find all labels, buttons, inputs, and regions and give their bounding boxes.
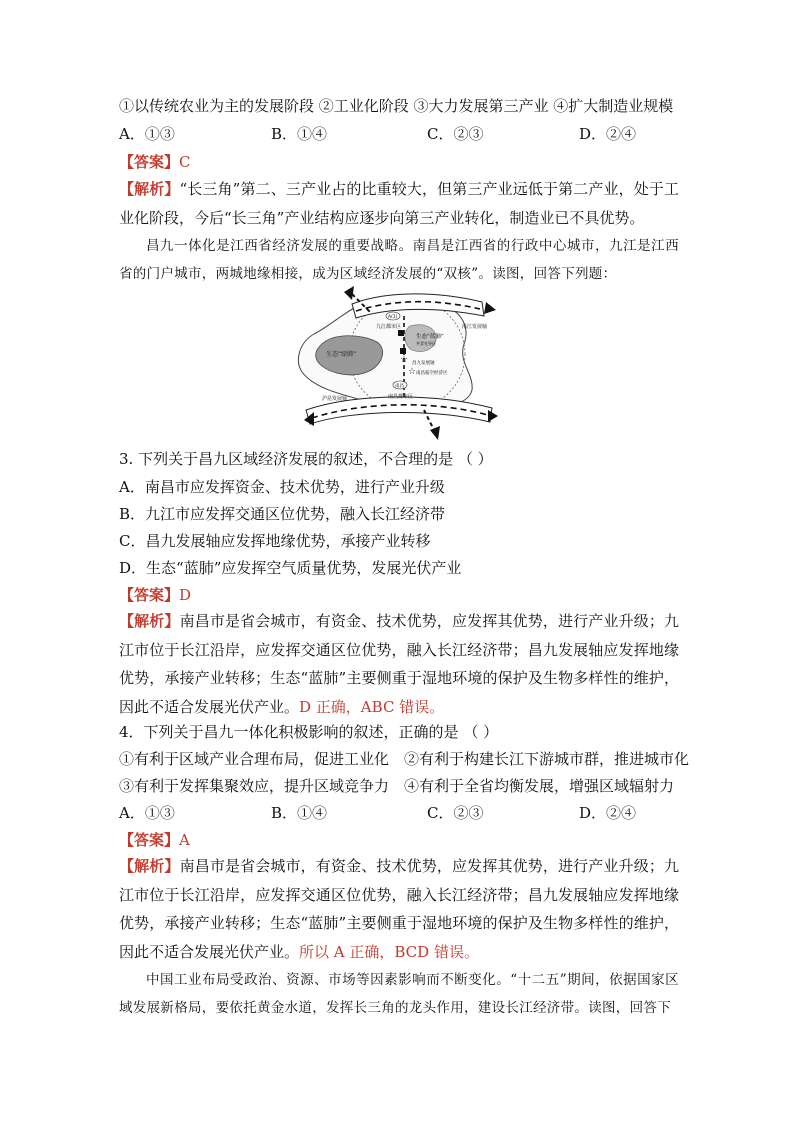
map-label-b: 南昌 [395,384,404,389]
jiujiang-city-marker [398,330,404,336]
map-label-nanchang: 南昌都市区 [388,394,414,400]
passage-intro-industry: 中国工业布局受政治、资源、市场等因素影响而不断变化。“十二五”期间，依据国家区域发展新格局，要依托黄金水道，发挥长三角的龙头作用，建设长江经济带。读图，回答下 [119,972,679,1016]
q4-choice-c: C．②③ [427,804,484,822]
q3-option-d: D．生态“蓝肺”应发挥空气质量优势，发展光伏产业 [119,559,462,577]
q4-choice-a: A．①③ [119,804,175,822]
map-label-changjiu-axis: 昌九发展轴 [412,361,435,366]
map-label-a: A(1) [388,315,398,320]
q3-analysis [119,607,679,721]
q4-items-2: ③有利于发挥集聚效应，提升区域竞争力 ④有利于全省均衡发展，增强区域辐射力 [119,777,675,795]
q4-items-1: ①有利于区域产业合理布局，促进工业化 ②有利于构建长江下游城市群，推进城市化 [119,750,690,768]
arrow-se [430,426,440,440]
airport-star-icon: ☆ [408,367,417,377]
q2-choice-a: A．①③ [119,125,175,143]
analysis-text: 南昌市是省会城市，有资金、技术优势，应发挥其优势，进行产业升级；九江市位于长江沿岸，应发挥交通区位优势，融入长江经济带；昌九发展轴应发挥地缘优势，承接产业转移；生态“蓝肺”主要侧重于湿地环境的保护及生物多样性的维护，因此不适合发展光伏产业。 [119,612,679,716]
analysis-tag: 【解析】 [119,180,180,198]
q4-choice-d: D．②④ [579,804,637,822]
q4-answer [119,830,190,850]
analysis-conclusion: 所以 A 正确，BCD 错误。 [299,942,479,961]
map-label-airport-zone: 南昌临空经济区 [416,371,448,376]
gongqing-marker [400,348,406,354]
q3-option-b: B．九江市应发挥交通区位优势，融入长江经济带 [119,505,446,523]
analysis-text: “长三角”第二、三产业占的比重较大，但第三产业远低于第二产业，处于工业化阶段，今后“长三角”产业结构应逐步向第三产业转化，制造业已不具优势。 [119,180,679,227]
map-label-blue-lung-sub: 共青先导区 [416,341,436,346]
q2-choice-b: B．①④ [271,125,328,143]
arrow-e2 [488,410,498,422]
answer-value: D [179,586,192,604]
answer-value: C [179,153,191,171]
star-icon: ☆ [400,355,409,365]
q2-choice-d: D．②④ [579,125,637,143]
answer-tag: 【答案】 [119,831,180,849]
arrow-nw [344,286,354,300]
answer-value: A [179,831,190,849]
q3-stem: 3. 下列关于昌九区域经济发展的叙述，不合理的是 （ ） [119,450,493,468]
q3-option-c: C．昌九发展轴应发挥地缘优势，承接产业转移 [119,532,431,550]
answer-tag: 【答案】 [119,153,180,171]
q2-analysis [119,175,679,232]
q3-answer [119,585,191,605]
analysis-tag: 【解析】 [119,857,180,875]
q2-answer [119,152,191,172]
answer-tag: 【答案】 [119,586,180,604]
map-label-river-axis: 沿江发展轴 [462,324,488,330]
q4-choice-b: B．①④ [271,804,328,822]
q4-stem: 4．下列关于昌九一体化积极影响的叙述，正确的是 （ ） [119,723,499,741]
arrow-e [484,302,496,314]
q2-options-line: ①以传统农业为主的发展阶段 ②工业化阶段 ③大力发展第三产业 ④扩大制造业规模 [119,97,674,115]
map-label-jiujiang: 九江都市区 [376,324,402,330]
analysis-conclusion: D 正确，ABC 错误。 [299,697,445,716]
passage-intro-changjiu: 昌九一体化是江西省经济发展的重要战略。南昌是江西省的行政中心城市，九江是江西省的门户城市，两城地缘相接，成为区域经济发展的“双核”。读图，回答下列题： [119,238,679,282]
analysis-tag: 【解析】 [119,612,180,630]
map-label-blue-lung: 生态“蓝肺” [416,334,444,340]
q2-choice-c: C．②③ [427,125,484,143]
analysis-text: 南昌市是省会城市，有资金、技术优势，应发挥其优势，进行产业升级；九江市位于长江沿岸，应发挥交通区位优势，融入长江经济带；昌九发展轴应发挥地缘优势，承接产业转移；生态“蓝肺”主要侧重于湿地环境的保护及生物多样性的维护，因此不适合发展光伏产业。 [119,857,679,961]
q4-analysis [119,852,679,966]
q3-option-a: A．南昌市应发挥资金、技术优势，进行产业升级 [119,478,445,496]
map-label-hukun-axis: 沪昆发展轴 [322,396,348,402]
changjiu-map-figure [292,282,510,442]
map-label-green-lung: 生态“绿肺” [326,351,357,358]
